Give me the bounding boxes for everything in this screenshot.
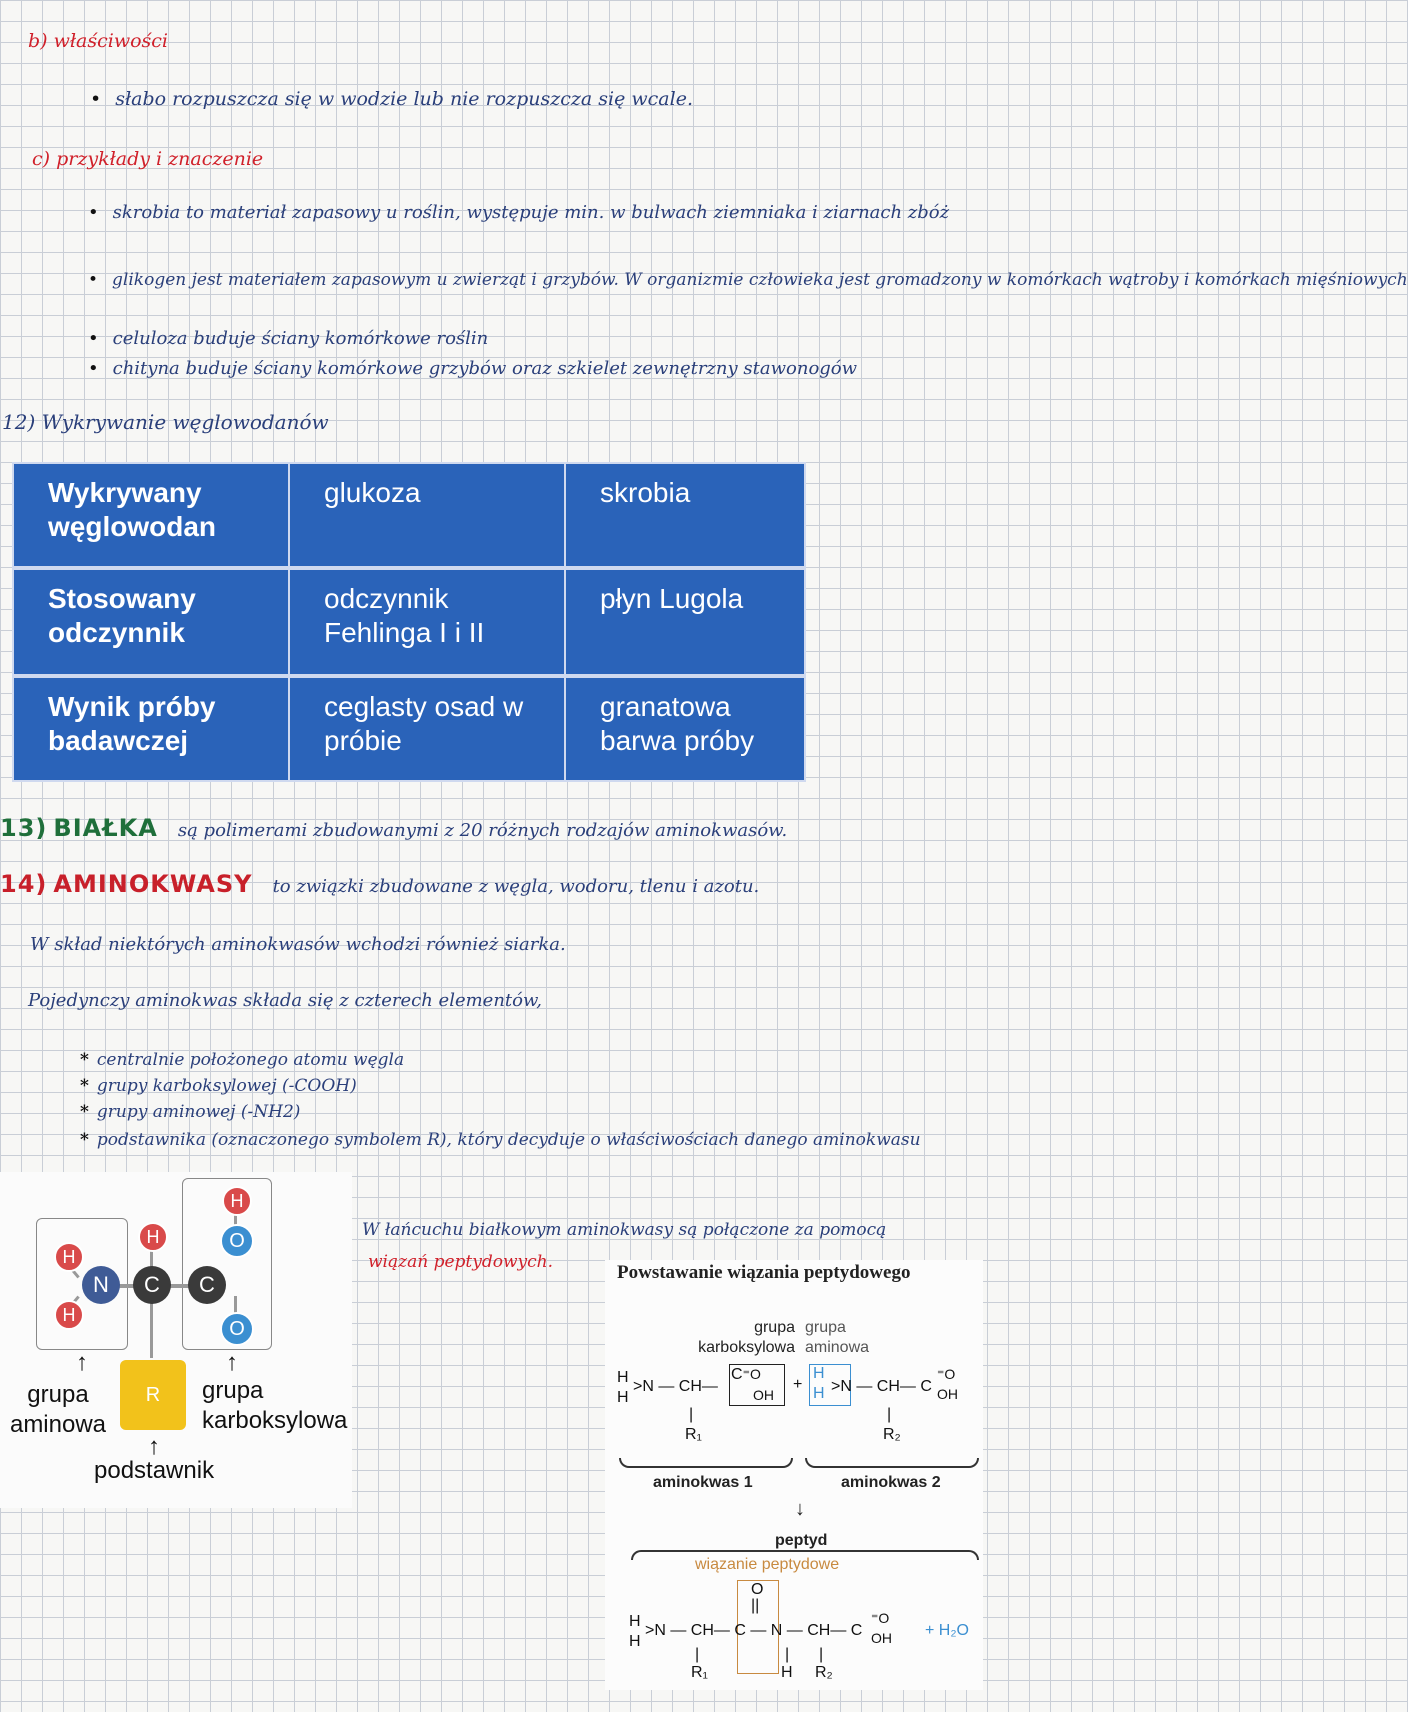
section-13: 13) BIAŁKA są polimerami zbudowanymi z 20 różnych rodzajów aminokwasów. bbox=[0, 814, 788, 842]
peptide-title: Powstawanie wiązania peptydowego bbox=[617, 1262, 911, 1283]
table-cell-r3c1: Wynik próby badawczej bbox=[12, 676, 290, 782]
hydrogen-atom: H bbox=[54, 1300, 84, 1330]
r1-label: R₁ bbox=[685, 1426, 702, 1443]
hydrogen-atom: H bbox=[54, 1242, 84, 1272]
table-cell-r2c2: odczynnik Fehlinga I i II bbox=[288, 568, 566, 676]
label-group-carboxyl: grupa karboksylowa bbox=[698, 1319, 795, 1356]
c-bullet-4: • chityna buduje ściany komórkowe grzybów oraz szkielet zewnętrzny stawonogów bbox=[88, 358, 857, 379]
carbon-atom: C bbox=[188, 1266, 226, 1304]
star-item-4: * podstawnika (oznaczonego symbolem R), który decyduje o właściwościach danego aminokwasu bbox=[80, 1130, 921, 1150]
line-sulfur: W skład niektórych aminokwasów wchodzi również siarka. bbox=[30, 934, 566, 955]
oxygen-atom: O bbox=[220, 1312, 254, 1346]
label-carboxyl-group: grupa karboksylowa bbox=[202, 1377, 348, 1434]
table-cell-r3c2: ceglasty osad w próbie bbox=[288, 676, 566, 782]
chain-line-1: W łańcuchu białkowym aminokwasy są połączone za pomocą bbox=[362, 1220, 887, 1240]
carbon-atom: C bbox=[133, 1266, 171, 1304]
label-group-amino: grupa aminowa bbox=[805, 1319, 870, 1356]
r1-label: R₁ bbox=[691, 1664, 708, 1681]
water-label: + H₂O bbox=[925, 1622, 969, 1639]
arrow-up-icon: ↑ bbox=[148, 1433, 160, 1460]
c-bullet-1: • skrobia to materiał zapasowy u roślin, występuje min. w bulwach ziemniaka i ziarnach zbóż bbox=[88, 202, 949, 223]
star-item-3: * grupy aminowej (-NH2) bbox=[80, 1102, 301, 1122]
section-14: 14) AMINOKWASY to związki zbudowane z węgla, wodoru, tlenu i azotu. bbox=[0, 870, 760, 898]
label-amino-acid-2: aminokwas 2 bbox=[841, 1474, 941, 1491]
table-cell-r2c1: Stosowany odczynnik bbox=[12, 568, 290, 676]
hydrogen-atom: H bbox=[222, 1186, 252, 1216]
section-c-heading: c) przykłady i znaczenie bbox=[32, 148, 264, 170]
peptide-bond-panel: Powstawanie wiązania peptydowego grupa karboksylowa grupa aminowa H H >N — CH— C⁼O OH | R₁ + H H >N — CH— C ⁼O OH | R₂ aminokwas 1 aminokwas 2 ↓ peptyd wiązanie peptydowe H H >N — CH— C — N — CH— C O || ⁼O OH | R₁ | H | R₂ + H₂O bbox=[605, 1260, 983, 1690]
label-amino-acid-1: aminokwas 1 bbox=[653, 1474, 753, 1491]
arrow-up-icon: ↑ bbox=[226, 1349, 238, 1376]
section-b-bullet: • słabo rozpuszcza się w wodzie lub nie rozpuszcza się wcale. bbox=[90, 88, 693, 110]
arrow-up-icon: ↑ bbox=[76, 1349, 88, 1376]
label-substituent: podstawnik bbox=[94, 1457, 215, 1484]
table-cell-r2c3: płyn Lugola bbox=[564, 568, 806, 676]
table-cell-r3c3: granatowa barwa próby bbox=[564, 676, 806, 782]
table-cell-r1c2: glukoza bbox=[288, 462, 566, 568]
oxygen-atom: O bbox=[220, 1224, 254, 1258]
c-bullet-2: • glikogen jest materiałem zapasowym u zwierząt i grzybów. W organizmie człowieka jest gromadzony w komórkach wątroby i komórkach mięśniowych bbox=[88, 270, 1408, 290]
line-four-elements: Pojedynczy aminokwas składa się z czterech elementów, bbox=[28, 990, 542, 1011]
substituent-r: R bbox=[120, 1360, 186, 1430]
section-b-heading: b) właściwości bbox=[28, 30, 169, 52]
table-cell-r1c1: Wykrywany węglowodan bbox=[12, 462, 290, 568]
table-cell-r1c3: skrobia bbox=[564, 462, 806, 568]
label-amino-group: grupa aminowa bbox=[9, 1381, 107, 1438]
chain-line-2: wiązań peptydowych. bbox=[368, 1252, 553, 1272]
carbohydrate-table bbox=[12, 462, 806, 782]
nitrogen-atom: N bbox=[82, 1266, 120, 1304]
hydrogen-atom: H bbox=[138, 1222, 168, 1252]
r2-label: R₂ bbox=[883, 1426, 901, 1443]
section-12-heading: 12) Wykrywanie węglowodanów bbox=[2, 410, 329, 434]
label-peptide-bond: wiązanie peptydowe bbox=[695, 1556, 840, 1573]
label-peptide: peptyd bbox=[775, 1532, 828, 1549]
r2-label: R₂ bbox=[815, 1664, 833, 1681]
amino-acid-diagram bbox=[0, 1172, 352, 1508]
arrow-down-icon: ↓ bbox=[795, 1498, 805, 1520]
c-bullet-3: • celuloza buduje ściany komórkowe roślin bbox=[88, 328, 488, 349]
plus-sign: + bbox=[793, 1376, 803, 1393]
star-item-1: * centralnie położonego atomu węgla bbox=[80, 1050, 405, 1070]
star-item-2: * grupy karboksylowej (-COOH) bbox=[80, 1076, 357, 1096]
